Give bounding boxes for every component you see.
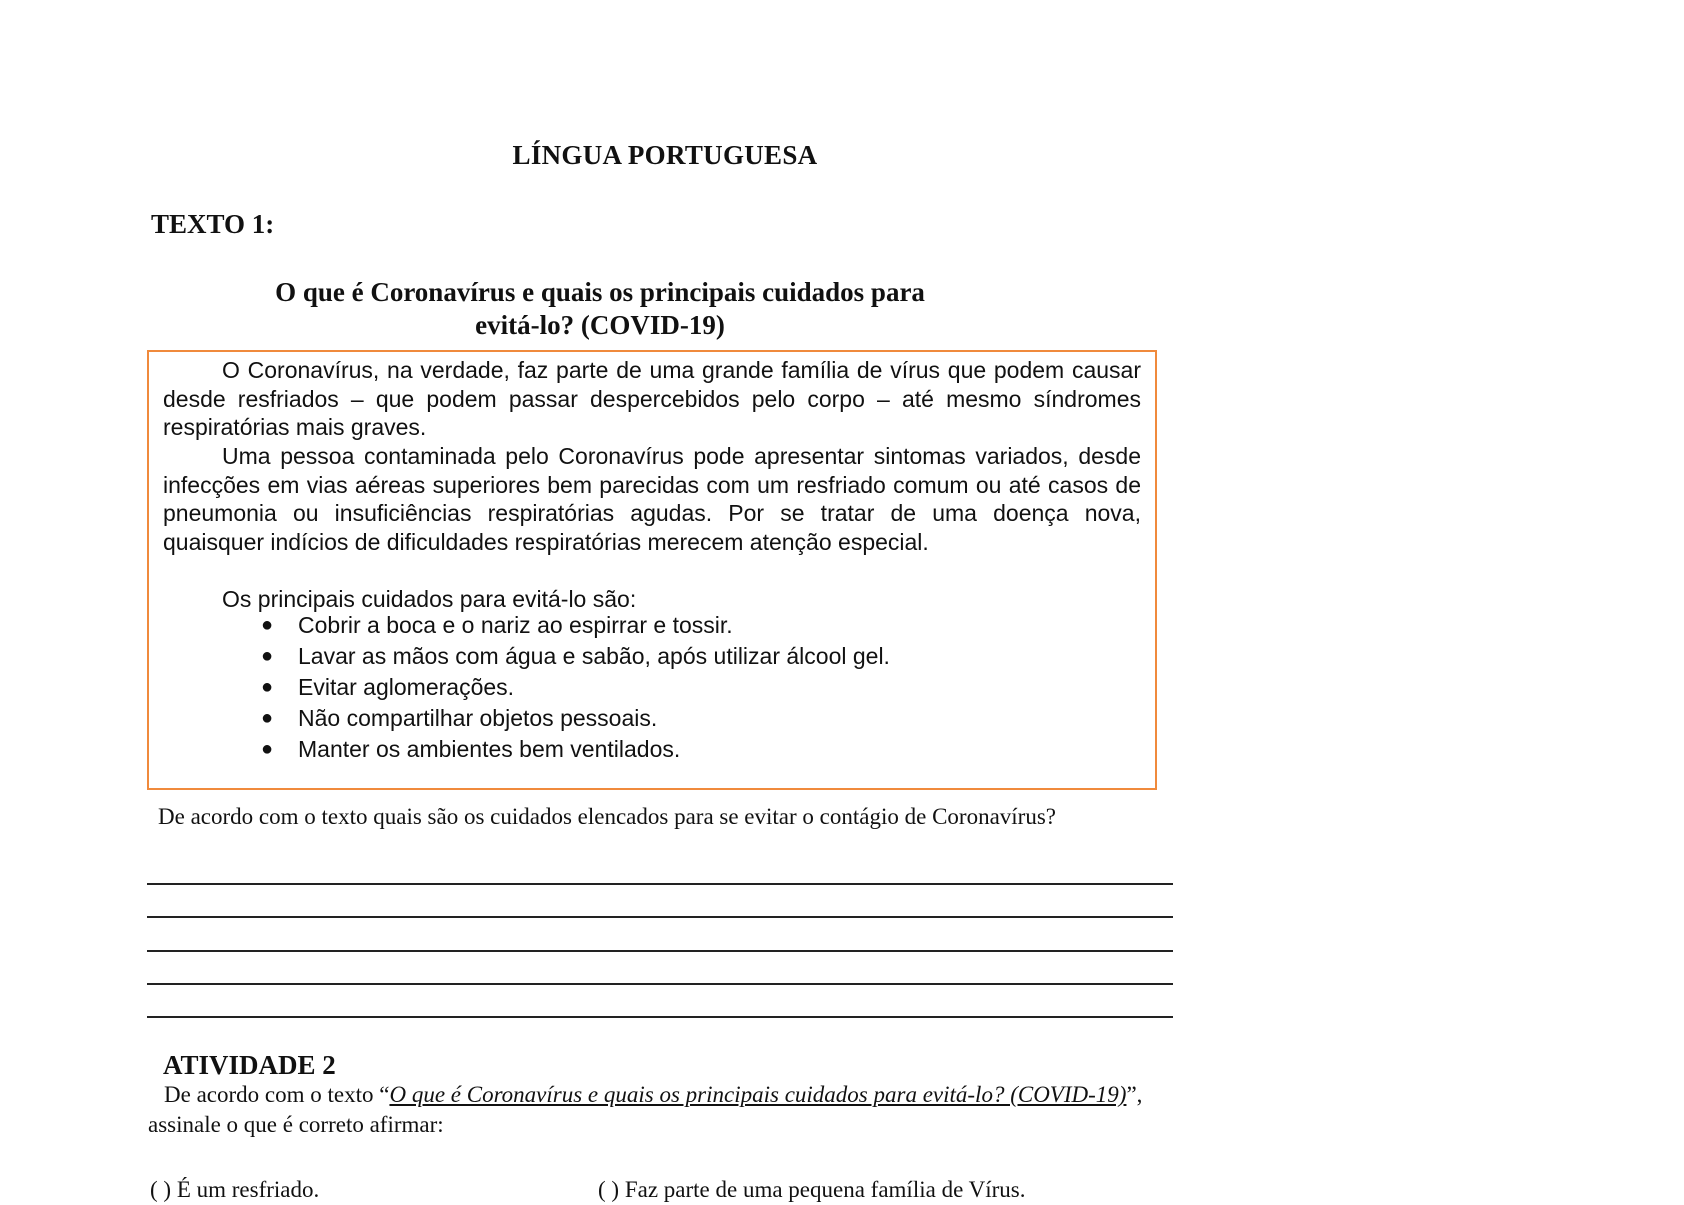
bullet-icon: ● (261, 645, 274, 667)
article-title (200, 276, 1000, 342)
activity-instruction-suffix: ”, assinale o que é correto afirmar: (148, 1082, 1143, 1137)
care-item-text: Cobrir a boca e o nariz ao espirrar e tossir. (298, 612, 733, 638)
answer-line[interactable] (147, 1016, 1173, 1018)
article-paragraph-3: Os principais cuidados para evitá-lo são: (222, 586, 637, 612)
care-item-text: Evitar aglomerações. (298, 674, 515, 700)
article-title-line-2: evitá-lo? (COVID-19) (475, 310, 725, 340)
question-text: De acordo com o texto quais são os cuidados elencados para se evitar o contágio de Coronavírus? (158, 804, 1056, 829)
page-title: LÍNGUA PORTUGUESA (512, 140, 818, 170)
answer-line[interactable] (147, 983, 1173, 985)
bullet-icon: ● (261, 707, 274, 729)
care-item-text: Manter os ambientes bem ventilados. (298, 736, 681, 762)
bullet-icon: ● (261, 614, 274, 636)
list-item (163, 672, 890, 703)
bullet-icon: ● (261, 676, 274, 698)
activity-title: ATIVIDADE 2 (163, 1050, 336, 1080)
activity-instruction (148, 1080, 1148, 1140)
activity-instruction-prefix: De acordo com o texto “ (164, 1082, 390, 1107)
answer-line[interactable] (147, 883, 1173, 885)
bullet-icon: ● (261, 738, 274, 760)
text-label: TEXTO 1: (151, 209, 275, 239)
option-2[interactable]: ( ) Faz parte de uma pequena família de Vírus. (598, 1177, 1026, 1202)
list-item (163, 734, 890, 765)
care-item-text: Não compartilhar objetos pessoais. (298, 705, 658, 731)
answer-line[interactable] (147, 916, 1173, 918)
list-item (163, 641, 890, 672)
answer-line[interactable] (147, 950, 1173, 952)
article-title-line-1: O que é Coronavírus e quais os principais cuidados para (275, 277, 925, 307)
option-1[interactable]: ( ) É um resfriado. (150, 1177, 320, 1202)
list-item (163, 703, 890, 734)
list-item (163, 610, 890, 641)
care-list (163, 610, 890, 765)
care-item-text: Lavar as mãos com água e sabão, após utilizar álcool gel. (298, 643, 890, 669)
article-paragraph-2: Uma pessoa contaminada pelo Coronavírus pode apresentar sintomas variados, desde infecções em vias aéreas superiores bem parecidas com um resfriado comum ou até casos de pneumonia ou insuficiências respiratórias agudas. Por se tratar de uma doença nova, quaisquer indícios de dificuldades respiratórias merecem atenção especial. (163, 443, 1141, 556)
article-paragraph-1: O Coronavírus, na verdade, faz parte de uma grande família de vírus que podem causar desde resfriados – que podem passar despercebidos pelo corpo – até mesmo síndromes respiratórias mais graves. (163, 357, 1141, 441)
activity-text-reference: O que é Coronavírus e quais os principais cuidados para evitá-lo? (COVID-19) (389, 1082, 1127, 1107)
